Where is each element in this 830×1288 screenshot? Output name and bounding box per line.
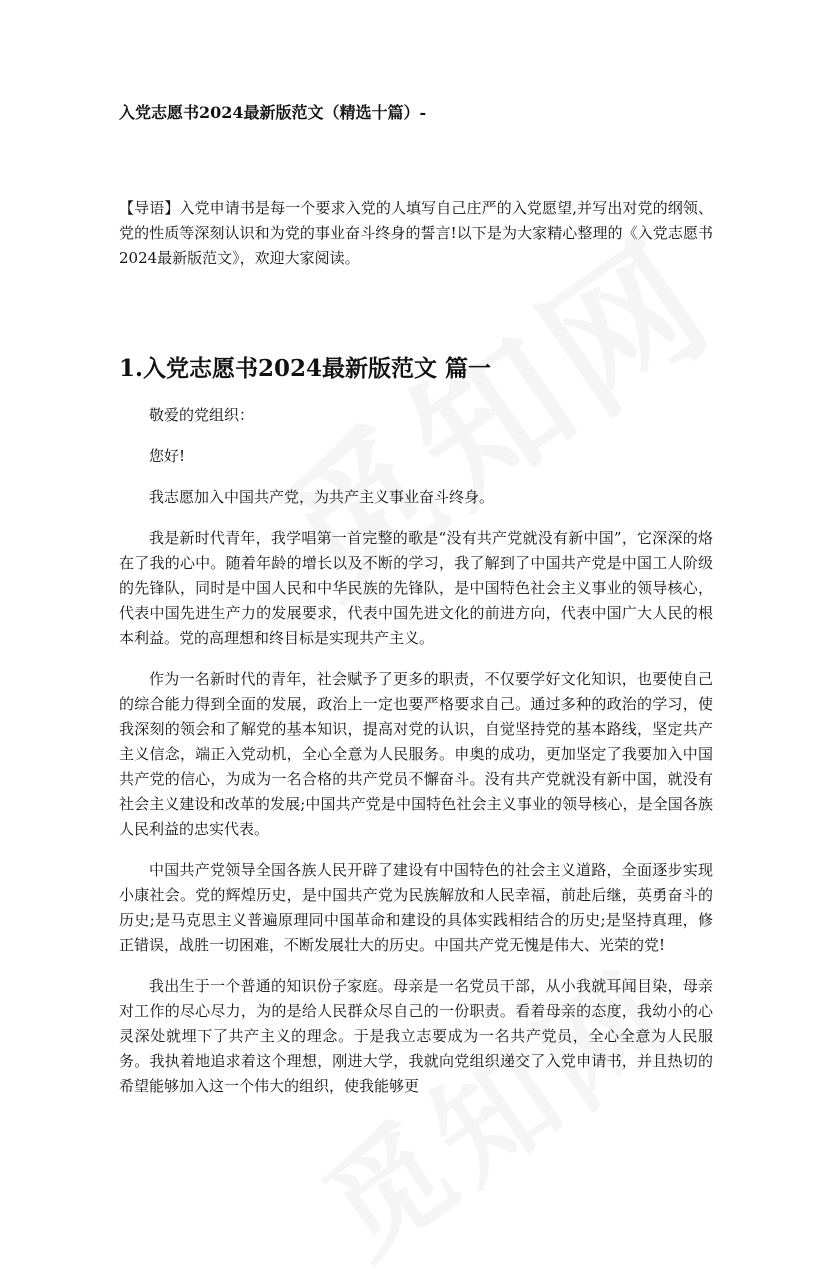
salutation: 敬爱的党组织： [149,406,255,424]
section-heading: 1.入党志愿书2024最新版范文 篇一 [119,355,492,382]
greeting: 您好! [149,447,186,465]
body-paragraph: 我是新时代青年，我学唱第一首完整的歌是“没有共产党就没有新中国”，它深深的烙在了我的心中。随着年龄的增长以及不断的学习，我了解到了中国共产党是中国工人阶级的先锋队，同时是中国人民和中华民族的先锋队，是中国特色社会主义事业的领导核心，代表中国先进生产力的发展要求，代表中国先进文化的前进方向，代表中国广大人民的根本利益。党的高理想和终目标是实现共产主义。 [119,529,713,647]
body-paragraph: 我志愿加入中国共产党，为共产主义事业奋斗终身。 [149,488,495,506]
body-paragraph: 中国共产党领导全国各族人民开辟了建设有中国特色的社会主义道路，全面逐步实现小康社会。党的辉煌历史，是中国共产党为民族解放和人民幸福，前赴后继，英勇奋斗的历史;是马克思主义普遍原理同中国革命和建设的具体实践相结合的历史;是坚持真理，修正错误，战胜一切困难，不断发展壮大的历史。中国共产党无愧是伟大、光荣的党! [119,861,713,954]
intro-paragraph: 【导语】入党申请书是每一个要求入党的人填写自己庄严的入党愿望,并写出对党的纲领、党的性质等深刻认识和为党的事业奋斗终身的誓言!以下是为大家精心整理的《入党志愿书2024最新版范文》，欢迎大家阅读。 [119,199,713,267]
body-paragraph: 我出生于一个普通的知识份子家庭。母亲是一名党员干部，从小我就耳闻目染，母亲对工作的尽心尽力，为的是给人民群众尽自己的一份职责。看着母亲的态度，我幼小的心灵深处就埋下了共产主义的理念。于是我立志要成为一名共产党员，全心全意为人民服务。我执着地追求着这个理想，刚进大学，我就向党组织递交了入党申请书，并且热切的希望能够加入这一个伟大的组织，使我能够更 [119,977,713,1095]
letter-body [119,403,713,1115]
body-paragraph: 作为一名新时代的青年，社会赋予了更多的职责，不仅要学好文化知识，也要使自己的综合能力得到全面的发展，政治上一定也要严格要求自己。通过多种的政治的学习，使我深刻的领会和了解党的基本知识，提高对党的认识，自觉坚持党的基本路线，坚定共产主义信念，端正入党动机，全心全意为人民服务。申奥的成功，更加坚定了我要加入中国共产党的信心，为成为一名合格的共产党员不懈奋斗。没有共产党就没有新中国，就没有社会主义建设和改革的发展;中国共产党是中国特色社会主义事业的领导核心，是全国各族人民利益的忠实代表。 [119,670,713,838]
document-title: 入党志愿书2024最新版范文（精选十篇）- [119,103,427,122]
